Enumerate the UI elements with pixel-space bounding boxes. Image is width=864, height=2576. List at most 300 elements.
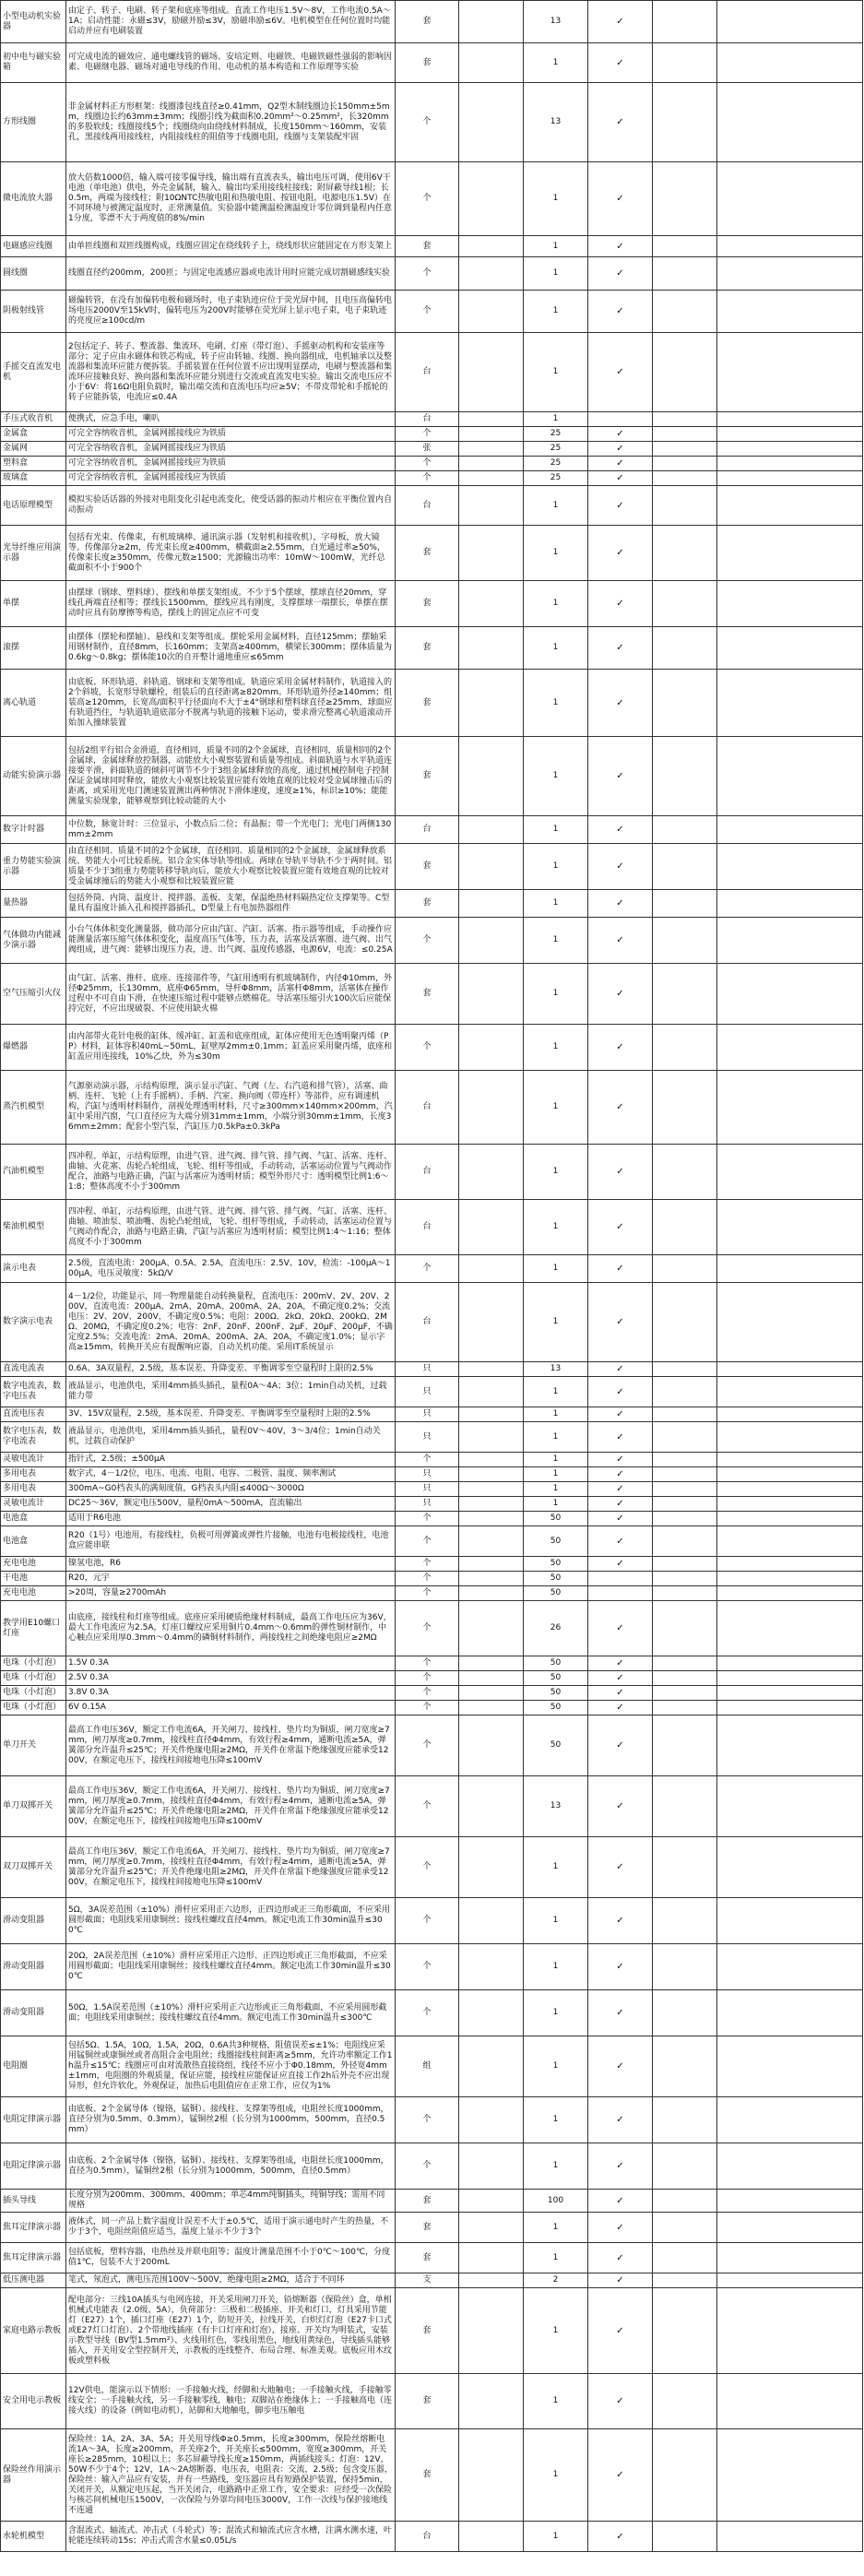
item-name: 灵敏电流计 bbox=[1, 1497, 66, 1512]
empty-cell bbox=[459, 1453, 524, 1467]
empty-cell bbox=[459, 1497, 524, 1512]
item-check-mark: ✓ bbox=[588, 1482, 653, 1497]
item-description: 2.5级，直流电流：200μA、0.5A、2.5A，直流电压：2.5V、10V，检流：-100μA～100μA，电压灵敏度：5kΩ/V bbox=[66, 1255, 396, 1283]
item-check-mark: ✓ bbox=[588, 2429, 653, 2522]
empty-cell bbox=[653, 2288, 717, 2374]
empty-cell bbox=[459, 486, 524, 526]
table-row bbox=[1, 1512, 863, 1526]
empty-cell bbox=[653, 2429, 717, 2522]
item-check-mark: ✓ bbox=[588, 2213, 653, 2243]
item-check-mark: ✓ bbox=[588, 2288, 653, 2374]
empty-cell bbox=[459, 1482, 524, 1497]
empty-cell bbox=[459, 1362, 524, 1377]
item-unit: 台 bbox=[396, 486, 459, 526]
item-description: 由摆体（摆轮和摆轴）、悬线和支架等组成。摆轮采用金属材料，直径125mm；摆轴采用钢材制作，直径8mm，长160mm；支架高≥400mm，横梁长300mm；摆体质量为0.6kg～0.8kg；摆体能10次的自开整计通地重应≤65mm bbox=[66, 627, 396, 670]
item-unit: 套 bbox=[396, 2429, 459, 2522]
item-quantity: 50 bbox=[524, 1557, 588, 1572]
empty-cell bbox=[653, 1422, 717, 1453]
empty-cell bbox=[653, 1572, 717, 1586]
empty-cell bbox=[653, 2273, 717, 2288]
empty-cell bbox=[459, 1512, 524, 1526]
item-unit: 个 bbox=[396, 2097, 459, 2143]
item-unit: 台 bbox=[396, 2522, 459, 2552]
empty-cell bbox=[459, 2097, 524, 2143]
empty-cell bbox=[717, 1586, 863, 1601]
item-name: 数字演示电表 bbox=[1, 1283, 66, 1362]
item-check-mark: ✓ bbox=[588, 581, 653, 627]
empty-cell bbox=[717, 257, 863, 291]
empty-cell bbox=[717, 1377, 863, 1407]
item-description: 由单匝线圈和双匝线圈构成，线圈应固定在绕线转子上，绕线形状应能固定在方形支架上 bbox=[66, 236, 396, 257]
item-name: 气体做功内能减少演示器 bbox=[1, 918, 66, 964]
empty-cell bbox=[653, 1071, 717, 1145]
item-quantity: 50 bbox=[524, 1526, 588, 1557]
item-check-mark: ✓ bbox=[588, 1671, 653, 1686]
empty-cell bbox=[653, 1526, 717, 1557]
empty-cell bbox=[459, 844, 524, 890]
empty-cell bbox=[717, 442, 863, 457]
table-row bbox=[1, 1601, 863, 1656]
item-name: 重力势能实验演示器 bbox=[1, 844, 66, 890]
item-name: 金属网 bbox=[1, 442, 66, 457]
item-name: 插头导线 bbox=[1, 2190, 66, 2213]
item-check-mark: ✓ bbox=[588, 1701, 653, 1715]
empty-cell bbox=[717, 964, 863, 1025]
item-name: 光导纤维应用演示器 bbox=[1, 526, 66, 581]
empty-cell bbox=[653, 737, 717, 816]
empty-cell bbox=[717, 1467, 863, 1482]
item-check-mark: ✓ bbox=[588, 236, 653, 257]
item-check-mark: ✓ bbox=[588, 1898, 653, 1944]
table-row bbox=[1, 2213, 863, 2243]
item-unit: 只 bbox=[396, 1377, 459, 1407]
item-unit: 个 bbox=[396, 427, 459, 442]
item-check-mark: ✓ bbox=[588, 526, 653, 581]
item-quantity: 1 bbox=[524, 918, 588, 964]
empty-cell bbox=[717, 1145, 863, 1200]
item-check-mark: ✓ bbox=[588, 1512, 653, 1526]
table-row bbox=[1, 1145, 863, 1200]
item-unit: 台 bbox=[396, 1283, 459, 1362]
item-description: 含混流式、轴流式、冲击式（斗轮式）等；混流式和轴流式应含水槽，注满水测水速，叶轮能连续转动15s；冲击式需含水量≤0.05L/s bbox=[66, 2522, 396, 2552]
item-check-mark: ✓ bbox=[588, 1255, 653, 1283]
item-quantity: 1 bbox=[524, 670, 588, 737]
empty-cell bbox=[717, 1497, 863, 1512]
empty-cell bbox=[459, 1557, 524, 1572]
empty-cell bbox=[459, 2213, 524, 2243]
item-unit: 只 bbox=[396, 1482, 459, 1497]
empty-cell bbox=[653, 526, 717, 581]
table-row bbox=[1, 2273, 863, 2288]
empty-cell bbox=[653, 816, 717, 844]
item-description: 12V供电，能演示以下情形：一手接触火线，经脚和大地触电；一手接触火线，手接触零线安全；一手接触火线，另一手接触零线，触电；双脚站在绝缘体上；一手接触高电（连接火线）的设备（例如电动机），站脚和大地触电，脚步电压触电 bbox=[66, 2374, 396, 2429]
table-row bbox=[1, 1467, 863, 1482]
item-quantity: 1 bbox=[524, 526, 588, 581]
item-check-mark: ✓ bbox=[588, 471, 653, 486]
item-check-mark: ✓ bbox=[588, 457, 653, 471]
item-name: 双刀双掷开关 bbox=[1, 1837, 66, 1898]
empty-cell bbox=[459, 737, 524, 816]
item-unit: 套 bbox=[396, 964, 459, 1025]
item-check-mark: ✓ bbox=[588, 844, 653, 890]
item-name: 微电流放大器 bbox=[1, 162, 66, 236]
item-description: 气源驱动演示器，示结构原理，演示显示汽缸、气阀（左、右汽道和排气管），活塞、曲柄、连杆、飞轮（上有手摇柄）、手柄、汽室、换向阀（带连杆）等部件，应有调速机构，汽缸与透明材料制作，剖视处理透明材料，尺寸≥300mm×140mm×200mm，汽缸中采用汽窗，气口直径应为大端分别31mm±1mm，小端分别30mm±1mm，长度36mm±2mm；配套小型汽泵，汽缸压力0.5kPa±0.3kPa bbox=[66, 1071, 396, 1145]
empty-cell bbox=[717, 918, 863, 964]
empty-cell bbox=[717, 333, 863, 412]
empty-cell bbox=[653, 670, 717, 737]
item-check-mark: ✓ bbox=[588, 1526, 653, 1557]
item-check-mark: ✓ bbox=[588, 1025, 653, 1071]
empty-cell bbox=[717, 1200, 863, 1255]
empty-cell bbox=[717, 162, 863, 236]
empty-cell bbox=[653, 1283, 717, 1362]
item-description: 300mA~G0档表头的满刻度值，G档表头内阻≤400Ω～3000Ω bbox=[66, 1482, 396, 1497]
empty-cell bbox=[653, 1512, 717, 1526]
table-row bbox=[1, 2190, 863, 2213]
item-check-mark: ✓ bbox=[588, 1944, 653, 1990]
empty-cell bbox=[717, 1422, 863, 1453]
empty-cell bbox=[459, 2522, 524, 2552]
item-name: 电阻定律演示器 bbox=[1, 2143, 66, 2190]
item-description: 配电部分：三线10A插头与电网连接，开关采用闸刀开关，铅熔断器（保险丝）盒，单相机械式电能表（2.0级、5A），负荷部分：三极和二极插座、开关和灯口，灯具采用节能灯（E27）1个，插口灯座（E27）1个，防短开关，拉线开关，白炽灯灯泡（E27卡口式或E27灯口灯泡）、2个带地线插座（有卡口灯座和灯泡），接座、开关均为明装式，安装示教型导线（BV型1.5mm²）、火线用红色，零线用黑色，地线用黄绿色，导线插头能够插入，开关用安全型控制开关，示教板的连线整齐、布局合理、标准美观。底板应用木纹板或塑料板 bbox=[66, 2288, 396, 2374]
item-unit: 组 bbox=[396, 2036, 459, 2097]
table-row bbox=[1, 2429, 863, 2522]
item-unit: 套 bbox=[396, 43, 459, 83]
item-name: 数字电流表，数字电压表 bbox=[1, 1377, 66, 1407]
item-name: 数字电压表，数字电流表 bbox=[1, 1422, 66, 1453]
item-unit: 台 bbox=[396, 816, 459, 844]
item-name: 电珠（小灯泡） bbox=[1, 1671, 66, 1686]
item-quantity: 1 bbox=[524, 2522, 588, 2552]
empty-cell bbox=[717, 1025, 863, 1071]
table-row bbox=[1, 291, 863, 333]
empty-cell bbox=[717, 1255, 863, 1283]
item-name: 单刀双掷开关 bbox=[1, 1776, 66, 1837]
item-quantity: 1 bbox=[524, 964, 588, 1025]
item-quantity: 25 bbox=[524, 457, 588, 471]
item-name: 滑动变阻器 bbox=[1, 1898, 66, 1944]
item-quantity: 1 bbox=[524, 1467, 588, 1482]
item-unit: 只 bbox=[396, 1407, 459, 1422]
empty-cell bbox=[653, 412, 717, 427]
empty-cell bbox=[459, 1, 524, 43]
table-row bbox=[1, 486, 863, 526]
empty-cell bbox=[653, 2036, 717, 2097]
empty-cell bbox=[459, 1145, 524, 1200]
empty-cell bbox=[459, 1526, 524, 1557]
empty-cell bbox=[717, 2213, 863, 2243]
empty-cell bbox=[459, 1671, 524, 1686]
item-unit: 个 bbox=[396, 1512, 459, 1526]
table-row bbox=[1, 1255, 863, 1283]
item-quantity: 1 bbox=[524, 291, 588, 333]
item-description: 2包括定子、转子、整流器、集流环、电刷、灯座（带灯泡）、手摇驱动机构和安装座等部分；定子应由永磁体和铁芯构成，转子应由转轴、线圈、换向器组成，电机轴承以及整流器和集流环应能方便拆装。手摇装置在任何位置不应出现明显摆动，电刷与整流器和集流环应接触良好、换向器和集流环应能分别进行交流或直流发电实验。输出交流电压应不小于6V：将16Ω电阻负载时，输出端交流和直流电压均应≥5V；不带皮带轮和手摇轮的转子应能拆装，电流应≤0.4A bbox=[66, 333, 396, 412]
item-description: 4－1/2位，功能显示，同一物理量能自动转换量程，直流电压：200mV、2V、20V、200V，直流电流：200μA、2mA、20mA、200mA、2A、20A，不确定度0.2%；交流电压：2V、20V、200V，不确定度0.5%；电阻：200Ω、2kΩ、20kΩ、200kΩ、2MΩ、20MΩ，不确定度0.2%；电容：2nF、20nF、200nF、2μF、20μF、200μF，不确定度2.5%；交流电流：2mA、20mA、200mA、2A、20A，不确定度1.0%；显示字高≥15mm，转换开关应有提醒响应器，自动关机功能。采用IT系统显示 bbox=[66, 1283, 396, 1362]
item-check-mark: ✓ bbox=[588, 1467, 653, 1482]
item-unit: 个 bbox=[396, 1776, 459, 1837]
item-quantity: 1 bbox=[524, 2374, 588, 2429]
item-description: 指针式，2.5级；±500μA bbox=[66, 1453, 396, 1467]
item-description: 可完全容纳收音机，金属网摇接线应为铁质 bbox=[66, 457, 396, 471]
empty-cell bbox=[653, 236, 717, 257]
empty-cell bbox=[459, 442, 524, 457]
table-row bbox=[1, 1557, 863, 1572]
item-unit: 个 bbox=[396, 1656, 459, 1671]
item-description: 中位数，脉宽计时：三位显示，小数点后二位；有晶振；带一个光电门；光电门两侧130mm±2mm bbox=[66, 816, 396, 844]
item-description: 由内部带火花针电极的缸体、缓冲缸、缸盖和底座组成，缸体应使用无色透明聚丙烯（PP）材料，缸体容积40mL~50mL，缸壁厚2mm±0.1mm；缸盖应采用聚丙烯，底座和缸盖应用连接线，10%乙炔，外为≤30m bbox=[66, 1025, 396, 1071]
item-description: 2.5V 0.3A bbox=[66, 1671, 396, 1686]
empty-cell bbox=[653, 1837, 717, 1898]
empty-cell bbox=[717, 1837, 863, 1898]
item-unit: 个 bbox=[396, 918, 459, 964]
item-name: 塑料盒 bbox=[1, 457, 66, 471]
empty-cell bbox=[653, 1557, 717, 1572]
item-name: 手压式收音机 bbox=[1, 412, 66, 427]
empty-cell bbox=[653, 1656, 717, 1671]
empty-cell bbox=[653, 486, 717, 526]
empty-cell bbox=[653, 1407, 717, 1422]
item-description: 由直径相同、质量不同的2个金属球，直径相同、质量相同的2个金属球，金属球释放系统、势能大小可比较系统。铝合金实体导轨等组成。两球在导轨平导轨不少于两时间。铝质量不少于3组重力势能转移导轨向后，能放大小观察比较装置应能有效地直观的比较对受金属球撞后的势能大小观察和比较装置应能 bbox=[66, 844, 396, 890]
item-description: R20（1号）电池用，有接线柱，负极可用弹簧或弹性片接触，电池有电极接线柱，电池盒应能串联 bbox=[66, 1526, 396, 1557]
item-check-mark: ✓ bbox=[588, 2273, 653, 2288]
empty-cell bbox=[459, 1776, 524, 1837]
table-row bbox=[1, 2522, 863, 2552]
item-name: 阴极射线管 bbox=[1, 291, 66, 333]
item-check-mark: ✓ bbox=[588, 890, 653, 918]
empty-cell bbox=[717, 1407, 863, 1422]
empty-cell bbox=[653, 2143, 717, 2190]
item-unit: 台 bbox=[396, 1200, 459, 1255]
empty-cell bbox=[717, 2288, 863, 2374]
item-description: 线圈直径约200mm，200匝；与固定电流感应器或电流计用时应能完成切割磁感线实验 bbox=[66, 257, 396, 291]
empty-cell bbox=[717, 1071, 863, 1145]
item-description: 由底板、2个金属导体（镍铬，锰铜）、接线柱、支撑架等组成，电阻丝长度1000mm，直径为0.5mm），锰铜丝2根（长分别为1000mm，500mm，直径0.5mm） bbox=[66, 2143, 396, 2190]
empty-cell bbox=[717, 1601, 863, 1656]
item-name: 水轮机模型 bbox=[1, 2522, 66, 2552]
empty-cell bbox=[653, 2522, 717, 2552]
item-check-mark bbox=[588, 412, 653, 427]
item-unit: 个 bbox=[396, 1453, 459, 1467]
item-quantity: 1 bbox=[524, 1025, 588, 1071]
empty-cell bbox=[459, 1686, 524, 1701]
empty-cell bbox=[717, 1656, 863, 1671]
item-description: 数字式，4－1/2位，电压、电流、电阻、电容、二极管、温度、频率测试 bbox=[66, 1467, 396, 1482]
item-unit: 套 bbox=[396, 1, 459, 43]
item-unit: 套 bbox=[396, 2288, 459, 2374]
item-description: 镍氢电池，R6 bbox=[66, 1557, 396, 1572]
item-name: 电阻定律演示器 bbox=[1, 2097, 66, 2143]
empty-cell bbox=[459, 2036, 524, 2097]
item-check-mark: ✓ bbox=[588, 1407, 653, 1422]
item-description: 由定子、转子、电刷、转子架和底座等组成。直流工作电压1.5V～8V，工作电流0.5A～1A；启动性能：永磁≤3V，励磁并励≤3V，励磁串励≤6V。电机模型在任何位置时均能启动并应有电刷装置 bbox=[66, 1, 396, 43]
item-check-mark: ✓ bbox=[588, 1656, 653, 1671]
empty-cell bbox=[459, 526, 524, 581]
item-description: 0.6A、3A双量程，2.5级，基本误差、升降变差、平衡调零至空量程时上限的2.5% bbox=[66, 1362, 396, 1377]
empty-cell bbox=[459, 1377, 524, 1407]
item-description: 包括外筒、内筒、温度计、搅拌器、盖板、支架，保温绝热材料隔热定位支撑架等。C型量具有温度计插入孔和搅拌器插孔，D型量上有电加热器组件 bbox=[66, 890, 396, 918]
empty-cell bbox=[653, 2374, 717, 2429]
table-row bbox=[1, 964, 863, 1025]
table-row bbox=[1, 2143, 863, 2190]
item-check-mark: ✓ bbox=[588, 1145, 653, 1200]
item-name: 圆线圈 bbox=[1, 257, 66, 291]
item-description: 包括有光束、传像束，有机玻璃棒、通讯演示器（发射机和接收机），字母板，放大镜等。传像部分≥2m，传光束长度≥400mm，横截面≥2.55mm，白光通过率≥50%，传像束长度≥350mm，传像元数≥1500；光源输出功率：10mW～100mW，光纤总截面积不小于900个 bbox=[66, 526, 396, 581]
item-name: 电珠（小灯泡） bbox=[1, 1686, 66, 1701]
item-description: 磁偏转管，在没有加偏转电极和磁场时，电子束轨迹应位于荧光屏中间，且电压高偏转电场电压2000V至15kV时，偏转电压为200V时能够在荧光屏上显示电子束，电子束轨迹的亮度应≥100cd/m bbox=[66, 291, 396, 333]
item-name: 干电池 bbox=[1, 1572, 66, 1586]
empty-cell bbox=[459, 1601, 524, 1656]
table-row bbox=[1, 333, 863, 412]
item-unit: 只 bbox=[396, 1497, 459, 1512]
table-row bbox=[1, 2243, 863, 2273]
item-name: 数字计时器 bbox=[1, 816, 66, 844]
empty-cell bbox=[459, 670, 524, 737]
empty-cell bbox=[717, 43, 863, 83]
item-name: 爆燃器 bbox=[1, 1025, 66, 1071]
item-check-mark: ✓ bbox=[588, 1453, 653, 1467]
empty-cell bbox=[717, 1512, 863, 1526]
item-unit: 套 bbox=[396, 2190, 459, 2213]
item-unit: 个 bbox=[396, 1255, 459, 1283]
item-unit: 个 bbox=[396, 457, 459, 471]
empty-cell bbox=[459, 236, 524, 257]
empty-cell bbox=[459, 1715, 524, 1776]
item-quantity: 1 bbox=[524, 844, 588, 890]
item-name: 电池盒 bbox=[1, 1526, 66, 1557]
table-row bbox=[1, 236, 863, 257]
item-description: R20，元宇 bbox=[66, 1572, 396, 1586]
item-description: 由气缸、活塞、推杆、底座、连接部件等，气缸用透明有机玻璃制作，内径Φ10mm，外径Φ25mm，长130mm，底座Φ65mm，导杆Φ8mm，活塞杆Φ8mm，活塞体在操作过程中不可自由下滑，在快速压缩过程中能够点燃棉花。导活塞压缩引火100次后应能保持完好，不应出现破裂、不应使用缺火棉 bbox=[66, 964, 396, 1025]
item-quantity: 1 bbox=[524, 1407, 588, 1422]
empty-cell bbox=[717, 526, 863, 581]
table-row bbox=[1, 1362, 863, 1377]
item-unit: 个 bbox=[396, 1898, 459, 1944]
item-quantity: 1 bbox=[524, 236, 588, 257]
empty-cell bbox=[653, 918, 717, 964]
empty-cell bbox=[717, 291, 863, 333]
item-name: 滑动变阻器 bbox=[1, 1990, 66, 2036]
empty-cell bbox=[653, 162, 717, 236]
item-check-mark: ✓ bbox=[588, 1686, 653, 1701]
item-name: 灵敏电流计 bbox=[1, 1453, 66, 1467]
item-quantity: 1 bbox=[524, 2213, 588, 2243]
item-unit: 只 bbox=[396, 1422, 459, 1453]
empty-cell bbox=[717, 1671, 863, 1686]
empty-cell bbox=[459, 1898, 524, 1944]
item-name: 滚摆 bbox=[1, 627, 66, 670]
table-row bbox=[1, 1572, 863, 1586]
item-check-mark: ✓ bbox=[588, 427, 653, 442]
item-description: DC25～36V，额定电压500V，量程0mA～500mA，直流输出 bbox=[66, 1497, 396, 1512]
empty-cell bbox=[459, 1467, 524, 1482]
empty-cell bbox=[459, 457, 524, 471]
empty-cell bbox=[717, 457, 863, 471]
item-check-mark: ✓ bbox=[588, 918, 653, 964]
empty-cell bbox=[459, 816, 524, 844]
item-check-mark: ✓ bbox=[588, 1837, 653, 1898]
item-description: 由底板、2个金属导体（镍铬，锰铜）、接线柱、支撑架等组成，电阻丝长度1000mm，直径分别为0.5mm、0.3mm），锰铜丝2根（长分别为1000mm，500mm，直径0.5mm） bbox=[66, 2097, 396, 2143]
item-description: 包括2组平行铝合金滑道，直径相同，质量不同的2个金属球，直径相同，质量相同的2个金属球，金属球释放控制器，动能放大小观察装置和质量等组成。斜面轨道与水平轨道连接要平滑，斜面轨道的倾斜可调节不少于3组金属球释放的高度，通过机械控制电子控制保证金属球同时释放，能放大小观察比较装置应能有效地直观的比较对受金属球撞击后的距离，或采用光电门测速装置测出两种情况下滑体速度，速度≥1%，标识≥10%；能能测量实验现象，能够观察到比较动能的大小 bbox=[66, 737, 396, 816]
table-body bbox=[1, 1, 863, 2552]
item-name: 量热器 bbox=[1, 890, 66, 918]
item-quantity: 1 bbox=[524, 412, 588, 427]
table-row bbox=[1, 1837, 863, 1898]
table-row bbox=[1, 737, 863, 816]
item-check-mark: ✓ bbox=[588, 333, 653, 412]
empty-cell bbox=[717, 2243, 863, 2273]
item-quantity: 13 bbox=[524, 1, 588, 43]
item-quantity: 13 bbox=[524, 1776, 588, 1837]
item-description: 由摆球（钢球、塑料球）、摆线和单摆支架组成。不少于5个摆球，摆球直径20mm，穿线孔两端直径相等；摆线长1500mm，摆线应具有刚度，支撑摆球一端摆长，单摆在摆动时应具有防摩擦等构造，摆线上的固定点应不可变 bbox=[66, 581, 396, 627]
empty-cell bbox=[653, 1686, 717, 1701]
table-row bbox=[1, 1283, 863, 1362]
item-check-mark: ✓ bbox=[588, 737, 653, 816]
item-quantity: 1 bbox=[524, 1990, 588, 2036]
item-unit: 套 bbox=[396, 890, 459, 918]
empty-cell bbox=[653, 1, 717, 43]
empty-cell bbox=[459, 162, 524, 236]
empty-cell bbox=[717, 1944, 863, 1990]
item-name: 方形线圈 bbox=[1, 83, 66, 162]
table-row bbox=[1, 412, 863, 427]
item-description: 适用于R6电池 bbox=[66, 1512, 396, 1526]
empty-cell bbox=[459, 43, 524, 83]
item-quantity: 50 bbox=[524, 1656, 588, 1671]
empty-cell bbox=[459, 333, 524, 412]
item-name: 低压测电器 bbox=[1, 2273, 66, 2288]
item-description: 四冲程、单缸，示结构原理，由进气管、进气阀、排气管、排气阀、气缸、活塞、连杆、曲轴、喷油泵、喷油嘴、齿轮凸轮组成，飞轮、组杆等组成，手动转动，活塞运动位置与气阀动作配合，油路与电路正确，汽缸与活塞应为透明材质；模型比例1:4～1:16；整体高度不小于300mm bbox=[66, 1200, 396, 1255]
item-check-mark: ✓ bbox=[588, 964, 653, 1025]
item-quantity: 25 bbox=[524, 471, 588, 486]
item-name: 蒸汽机模型 bbox=[1, 1071, 66, 1145]
empty-cell bbox=[717, 2190, 863, 2213]
item-quantity: 1 bbox=[524, 486, 588, 526]
item-description: 笔式，氖泡式，测电压范围100V～500V，绝缘电阻≥2MΩ，适合于不同环 bbox=[66, 2273, 396, 2288]
empty-cell bbox=[717, 2522, 863, 2552]
item-unit: 台 bbox=[396, 1145, 459, 1200]
table-row bbox=[1, 427, 863, 442]
item-name: 保险丝作用演示器 bbox=[1, 2429, 66, 2522]
empty-cell bbox=[717, 670, 863, 737]
empty-cell bbox=[717, 890, 863, 918]
item-name: 汽油机模型 bbox=[1, 1145, 66, 1200]
empty-cell bbox=[459, 1407, 524, 1422]
item-unit: 个 bbox=[396, 471, 459, 486]
item-name: 小型电动机实验器 bbox=[1, 1, 66, 43]
table-row bbox=[1, 1422, 863, 1453]
item-check-mark: ✓ bbox=[588, 442, 653, 457]
item-description: 可完全容纳收音机，金属网摇接线应为铁质 bbox=[66, 471, 396, 486]
item-unit: 张 bbox=[396, 442, 459, 457]
table-row bbox=[1, 581, 863, 627]
table-row bbox=[1, 1, 863, 43]
empty-cell bbox=[717, 1, 863, 43]
item-name: 安全用电示教板 bbox=[1, 2374, 66, 2429]
item-name: 单刀开关 bbox=[1, 1715, 66, 1776]
empty-cell bbox=[459, 1422, 524, 1453]
item-quantity: 100 bbox=[524, 2190, 588, 2213]
item-unit: 套 bbox=[396, 526, 459, 581]
item-check-mark: ✓ bbox=[588, 1200, 653, 1255]
empty-cell bbox=[653, 2190, 717, 2213]
item-check-mark: ✓ bbox=[588, 2522, 653, 2552]
item-quantity: 1 bbox=[524, 737, 588, 816]
empty-cell bbox=[459, 1200, 524, 1255]
table-row bbox=[1, 1453, 863, 1467]
item-name: 手摇交直流发电机 bbox=[1, 333, 66, 412]
empty-cell bbox=[653, 1145, 717, 1200]
empty-cell bbox=[717, 1283, 863, 1362]
